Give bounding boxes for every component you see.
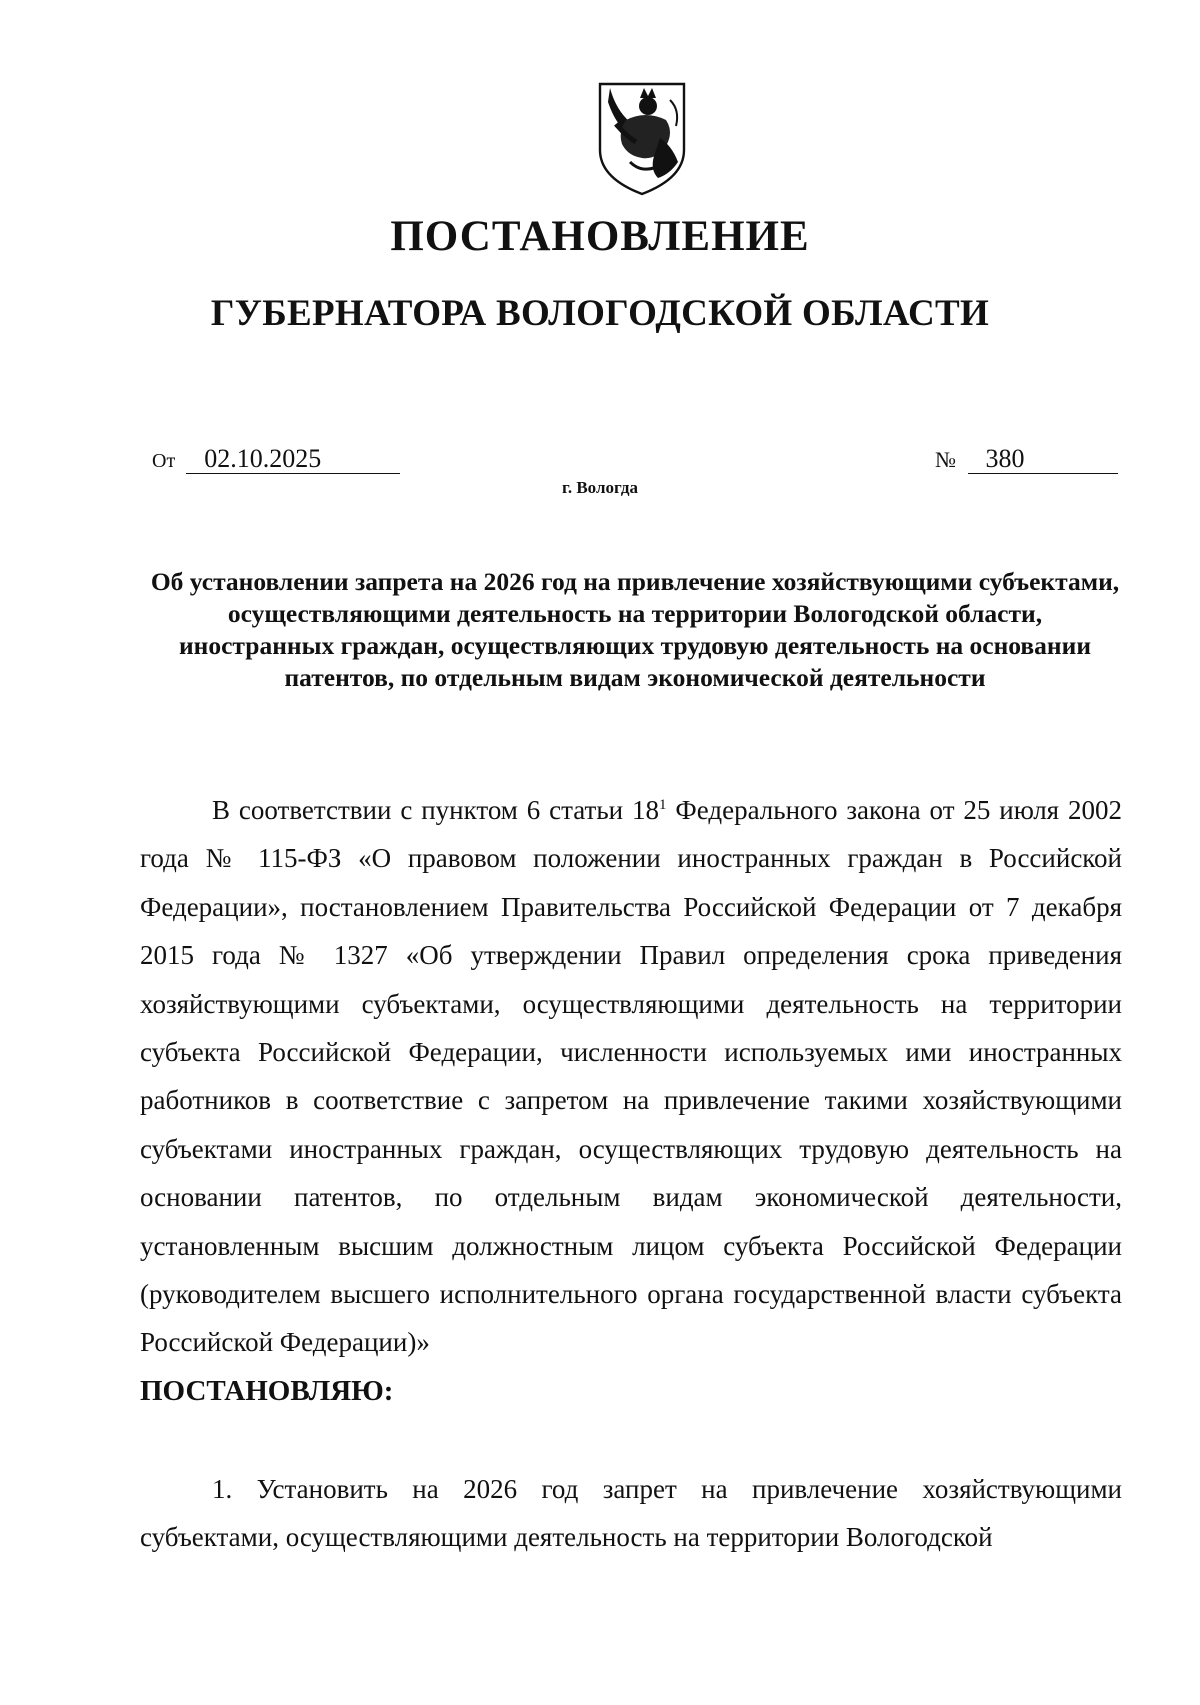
document-date: 02.10.2025	[186, 445, 400, 474]
preamble-text-part1: В соответствии с пунктом 6 статьи 18	[212, 795, 660, 825]
vologda-coat-of-arms-icon	[596, 80, 688, 198]
document-subject: Об установлении запрета на 2026 год на привлечение хозяйствующими субъектами, осуществляющими деятельность на территории Вологодской области, иностранных граждан, осуществляющих трудовую деятельность на основании патентов, по отдельным видам экономической деятельности	[150, 567, 1120, 692]
article-superscript: 1	[659, 797, 667, 813]
decree-heading: ПОСТАНОВЛЯЮ:	[140, 1375, 394, 1407]
point-1-text: 1. Установить на 2026 год запрет на привлечение хозяйствующими субъектами, осуществляющими деятельность на территории Вологодской	[140, 1474, 1122, 1553]
document-title: ПОСТАНОВЛЕНИЕ	[390, 213, 810, 260]
date-line	[152, 445, 400, 474]
preamble-paragraph	[140, 786, 1122, 1367]
number-prefix: №	[935, 447, 956, 472]
point-1-paragraph	[140, 1465, 1122, 1562]
preamble-text	[140, 786, 1122, 1367]
document-issuer: ГУБЕРНАТОРА ВОЛОГОДСКОЙ ОБЛАСТИ	[210, 293, 990, 334]
number-line	[935, 445, 1118, 474]
document-number: 380	[968, 445, 1118, 474]
preamble-text-part2: Федерального закона от 25 июля 2002 года № 115-ФЗ «О правовом положении иностранных граждан в Российской Федерации», постановлением Правительства Российской Федерации от 7 декабря 2015 года № 1327 «Об утверждении Правил определения срока приведения хозяйствующими субъектами, осуществляющими деятельность на территории субъекта Российской Федерации, численности используемых ими иностранных работников в соответствие с запретом на привлечение такими хозяйствующими субъектами иностранных граждан, осуществляющих трудовую деятельность на основании патентов, по отдельным видам экономической деятельности, установленным высшим должностным лицом субъекта Российской Федерации (руководителем высшего исполнительного органа государственной власти субъекта Российской Федерации)»	[140, 795, 1122, 1358]
date-prefix: От	[152, 450, 176, 472]
city-label: г. Вологда	[562, 478, 638, 497]
